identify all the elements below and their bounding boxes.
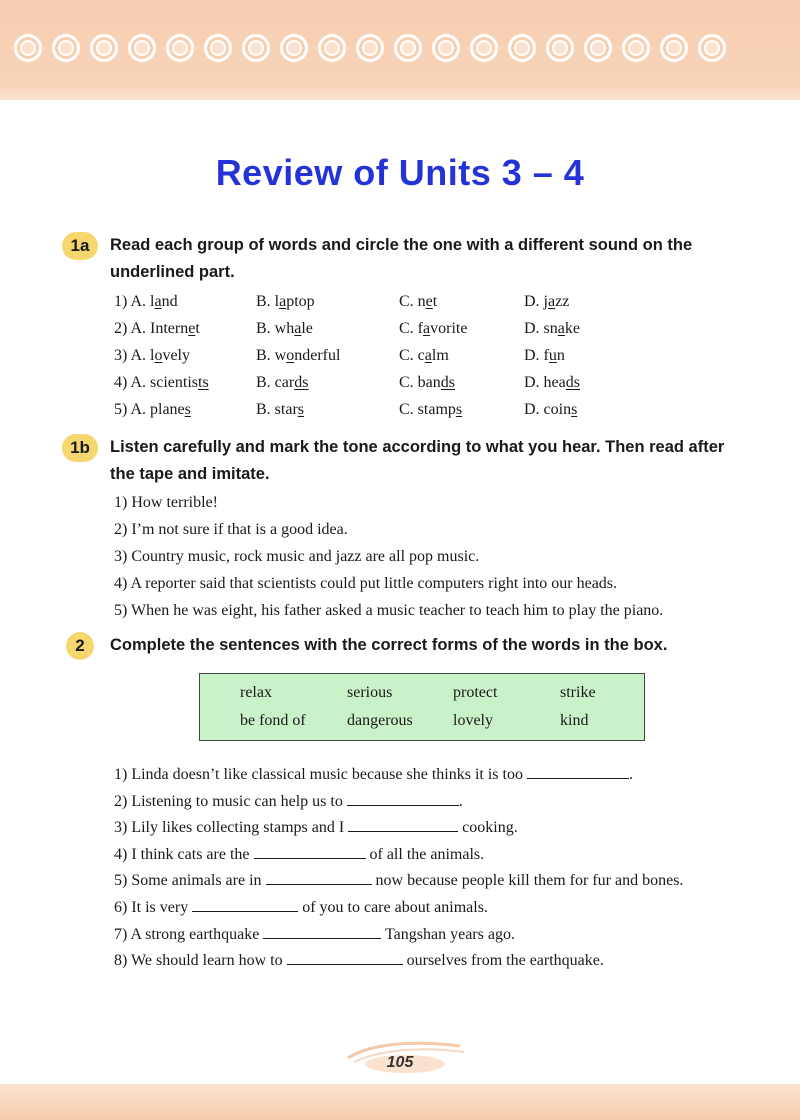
option-word[interactable]: C. stamps (399, 401, 463, 418)
option-word[interactable]: 5) A. planes (114, 401, 191, 418)
page-number: 105 (386, 1054, 414, 1071)
ring-icon (166, 34, 194, 62)
ring-icon (242, 34, 270, 62)
list-item: 5) When he was eight, his father asked a music teacher to teach him to play the piano. (114, 602, 664, 619)
underlined-part: s (297, 401, 305, 418)
sentence-line: 4) I think cats are the of all the animals. (114, 843, 484, 864)
ring-icon (52, 34, 80, 62)
underlined-part: u (548, 347, 557, 364)
answer-blank[interactable] (527, 763, 629, 779)
underlined-part: ds (440, 374, 456, 391)
underlined-part: o (154, 347, 163, 364)
box-word: be fond of (240, 712, 306, 729)
option-word[interactable]: 3) A. lovely (114, 347, 190, 364)
underlined-part: o (286, 347, 295, 364)
sentence-line: 2) Listening to music can help us to . (114, 790, 463, 811)
box-word: relax (240, 684, 272, 701)
ring-icon (470, 34, 498, 62)
page-title: Review of Units 3 – 4 (215, 152, 585, 193)
list-item: 2) I’m not sure if that is a good idea. (114, 521, 348, 538)
sentence-line: 7) A strong earthquake Tangshan years ago. (114, 923, 515, 944)
underlined-part: ts (198, 374, 209, 391)
ring-icon (280, 34, 308, 62)
box-word: lovely (453, 712, 493, 729)
list-item: 1) How terrible! (114, 494, 218, 511)
option-word[interactable]: D. coins (524, 401, 578, 418)
sentence-line: 5) Some animals are in now because people kill them for fur and bones. (114, 869, 683, 890)
option-word[interactable]: D. fun (524, 347, 565, 364)
box-word: kind (560, 712, 589, 729)
underlined-part: s (184, 401, 191, 418)
ring-icon (90, 34, 118, 62)
underlined-part: a (294, 320, 302, 337)
ring-icon (698, 34, 726, 62)
underlined-part: e (188, 320, 196, 337)
answer-blank[interactable] (348, 816, 458, 832)
section-1b-instruction: Listen carefully and mark the tone according to what you hear. Then read after the tape and imitate. (110, 438, 725, 483)
binder-rings (14, 34, 794, 64)
box-word: dangerous (347, 712, 413, 729)
ring-icon (14, 34, 42, 62)
word-box (199, 673, 645, 741)
option-word[interactable]: D. jazz (524, 293, 570, 310)
list-item: 4) A reporter said that scientists could put little computers right into our heads. (114, 575, 618, 592)
underlined-part: e (425, 293, 433, 310)
section-badge-1b: 1b (62, 434, 98, 462)
underlined-part: a (424, 347, 432, 364)
ring-icon (432, 34, 460, 62)
ring-icon (394, 34, 422, 62)
sentence-line: 3) Lily likes collecting stamps and I cooking. (114, 816, 518, 837)
ring-icon (622, 34, 650, 62)
underlined-part: s (571, 401, 578, 418)
option-word[interactable]: 2) A. Internet (114, 320, 200, 337)
ring-icon (318, 34, 346, 62)
answer-blank[interactable] (254, 843, 366, 859)
section-badge-2: 2 (66, 632, 94, 660)
sentence-line: 8) We should learn how to ourselves from the earthquake. (114, 949, 604, 970)
ring-icon (356, 34, 384, 62)
option-word[interactable]: D. snake (524, 320, 580, 337)
underlined-part: ds (565, 374, 580, 391)
underlined-part: ds (294, 374, 309, 391)
answer-blank[interactable] (263, 923, 381, 939)
answer-blank[interactable] (347, 790, 459, 806)
option-word[interactable]: B. wonderful (256, 347, 341, 364)
option-word[interactable]: C. favorite (399, 320, 468, 337)
answer-blank[interactable] (287, 949, 403, 965)
section-badge-1a: 1a (62, 232, 98, 260)
decorative-header-band (0, 0, 800, 100)
underlined-part: a (423, 320, 431, 337)
option-word[interactable]: 4) A. scientists (114, 374, 209, 391)
option-word[interactable]: B. cards (256, 374, 309, 391)
ring-icon (508, 34, 536, 62)
option-word[interactable]: 1) A. land (114, 293, 178, 310)
answer-blank[interactable] (192, 896, 298, 912)
option-word[interactable]: B. stars (256, 401, 305, 418)
option-word[interactable]: C. bands (399, 374, 456, 391)
ring-icon (128, 34, 156, 62)
ring-icon (660, 34, 688, 62)
underlined-part: s (455, 401, 463, 418)
box-word: strike (560, 684, 596, 701)
option-word[interactable]: B. laptop (256, 293, 315, 310)
answer-blank[interactable] (266, 869, 372, 885)
option-word[interactable]: C. calm (399, 347, 449, 364)
underlined-part: a (279, 293, 287, 310)
underlined-part: a (548, 293, 556, 310)
option-word[interactable]: C. net (399, 293, 438, 310)
underlined-part: a (154, 293, 162, 310)
section-2-instruction: Complete the sentences with the correct forms of the words in the box. (110, 636, 668, 654)
box-word: protect (453, 684, 498, 701)
option-word[interactable]: B. whale (256, 320, 313, 337)
ring-icon (584, 34, 612, 62)
ring-icon (204, 34, 232, 62)
underlined-part: a (557, 320, 565, 337)
sentence-line: 6) It is very of you to care about animals. (114, 896, 488, 917)
ring-icon (546, 34, 574, 62)
option-word[interactable]: D. heads (524, 374, 580, 391)
decorative-footer-band (0, 1084, 800, 1120)
sentence-line: 1) Linda doesn’t like classical music because she thinks it is too . (114, 763, 633, 784)
section-1a-instruction: Read each group of words and circle the one with a different sound on the underlined part. (110, 236, 693, 281)
list-item: 3) Country music, rock music and jazz are all pop music. (114, 548, 480, 565)
box-word: serious (347, 684, 393, 701)
